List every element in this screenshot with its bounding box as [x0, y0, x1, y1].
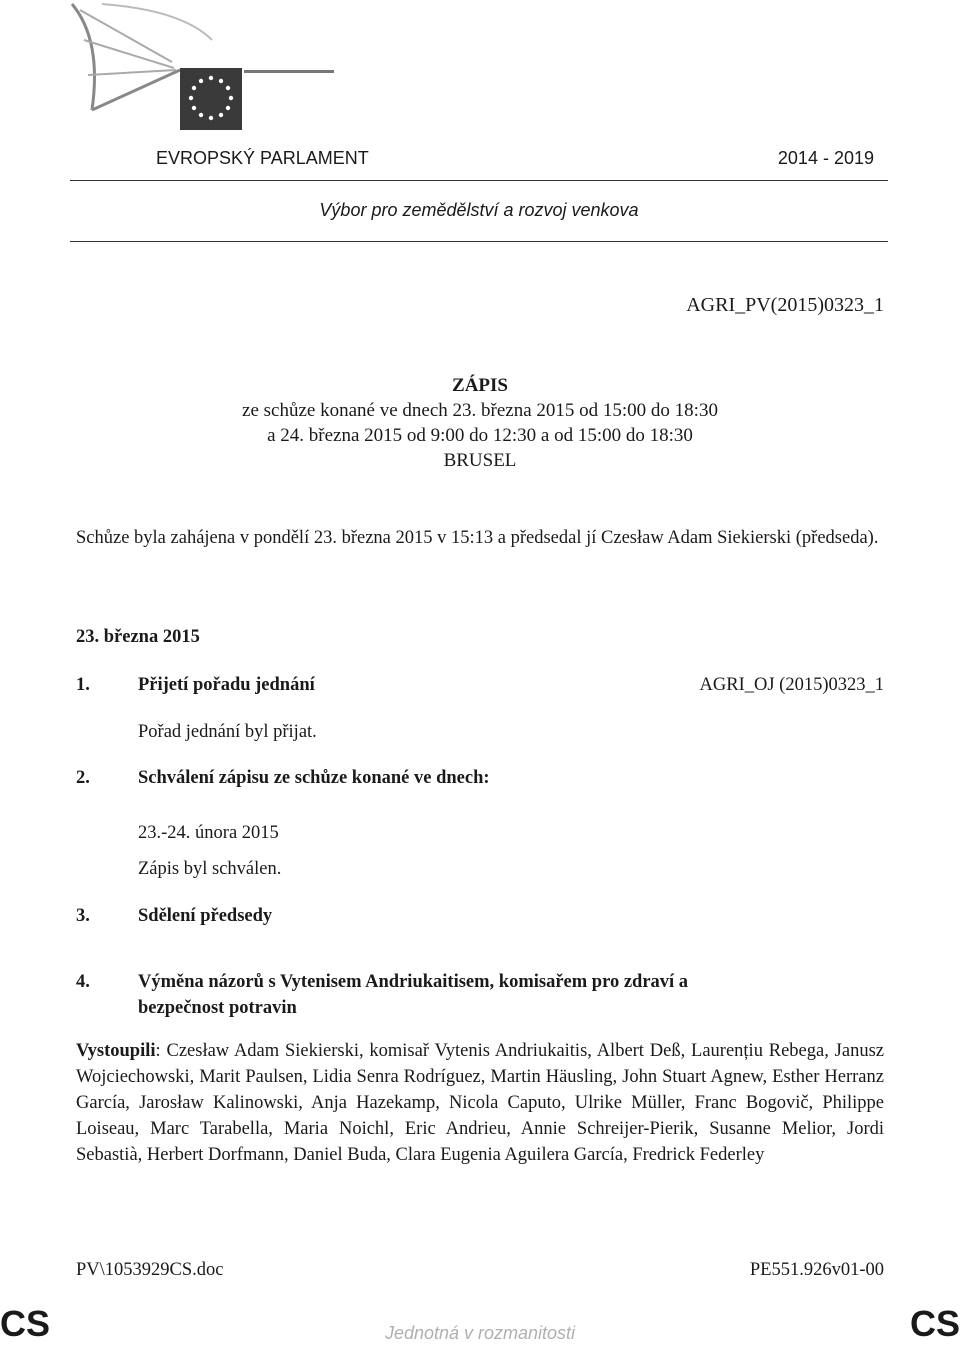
- minutes-title-block: [0, 373, 960, 473]
- agenda-item-1: [76, 672, 884, 698]
- agenda-item-4: [76, 969, 884, 1021]
- agenda-item-2-note: Zápis byl schválen.: [138, 859, 282, 879]
- agenda-item-2: [76, 765, 884, 791]
- opening-paragraph: Schůze byla zahájena v pondělí 23. března 2015 v 15:13 a předsedal jí Czesław Adam Siekierski (předseda).: [76, 528, 879, 548]
- agenda-item-number: 2.: [76, 768, 90, 788]
- agenda-item-title: Přijetí pořadu jednání: [138, 675, 315, 695]
- agenda-item-title-line-2: bezpečnost potravin: [138, 998, 297, 1018]
- minutes-heading: ZÁPIS: [452, 375, 508, 396]
- header-rule-bottom: [70, 241, 888, 242]
- european-parliament-logo: [62, 0, 342, 135]
- eu-motto: Jednotná v rozmanitosti: [384, 1323, 576, 1343]
- agenda-item-title: Sdělení předsedy: [138, 906, 273, 926]
- language-code-right: CS: [909, 1303, 960, 1344]
- footer-pe-number: PE551.926v01-00: [749, 1260, 884, 1280]
- minutes-place: BRUSEL: [443, 450, 517, 471]
- document-reference: AGRI_PV(2015)0323_1: [686, 294, 884, 316]
- agenda-item-3: [76, 903, 884, 929]
- agenda-item-number: 4.: [76, 972, 90, 992]
- language-code-left: CS: [0, 1303, 51, 1344]
- speakers-paragraph: [76, 1038, 884, 1168]
- agenda-item-reference: AGRI_OJ (2015)0323_1: [699, 675, 884, 695]
- agenda-item-number: 3.: [76, 906, 90, 926]
- agenda-item-title-line-1: Výměna názorů s Vytenisem Andriukaitisem, komisařem pro zdraví a: [138, 972, 689, 992]
- institution-name: EVROPSKÝ PARLAMENT: [156, 148, 369, 168]
- minutes-date-line-1: ze schůze konané ve dnech 23. března 2015 od 15:00 do 18:30: [242, 400, 718, 421]
- speakers-names: : Czesław Adam Siekierski, komisař Vytenis Andriukaitis, Albert Deß, Laurențiu Rebega, Janusz Wojciechowski, Marit Paulsen, Lidia Senra Rodríguez, Martin Häusling, John Stuart Agnew, Esther Herranz García, Jarosław Kalinowski, Anja Hazekamp, Nicola Caputo, Ulrike Müller, Franc Bogovič, Philippe Loiseau, Marc Tarabella, Maria Noichl, Eric Andrieu, Annie Schreijer-Pierik, Susanne Melior, Jordi Sebastià, Herbert Dorfmann, Daniel Buda, Clara Eugenia Aguilera García, Fredrick Federley: [76, 1041, 884, 1165]
- agenda-item-2-date: 23.-24. února 2015: [138, 823, 279, 843]
- day-heading: 23. března 2015: [76, 627, 200, 647]
- agenda-item-title: Schválení zápisu ze schůze konané ve dnech:: [138, 768, 490, 788]
- agenda-item-number: 1.: [76, 675, 90, 695]
- speakers-label: Vystoupili: [76, 1041, 156, 1061]
- parliamentary-term: 2014 - 2019: [777, 148, 874, 168]
- footer-filename: PV\1053929CS.doc: [76, 1260, 224, 1280]
- committee-name: Výbor pro zemědělství a rozvoj venkova: [319, 200, 639, 220]
- minutes-date-line-2: a 24. března 2015 od 9:00 do 12:30 a od 15:00 do 18:30: [267, 425, 693, 446]
- agenda-item-1-note: Pořad jednání byl přijat.: [138, 722, 317, 742]
- header-rule-top: [70, 180, 888, 181]
